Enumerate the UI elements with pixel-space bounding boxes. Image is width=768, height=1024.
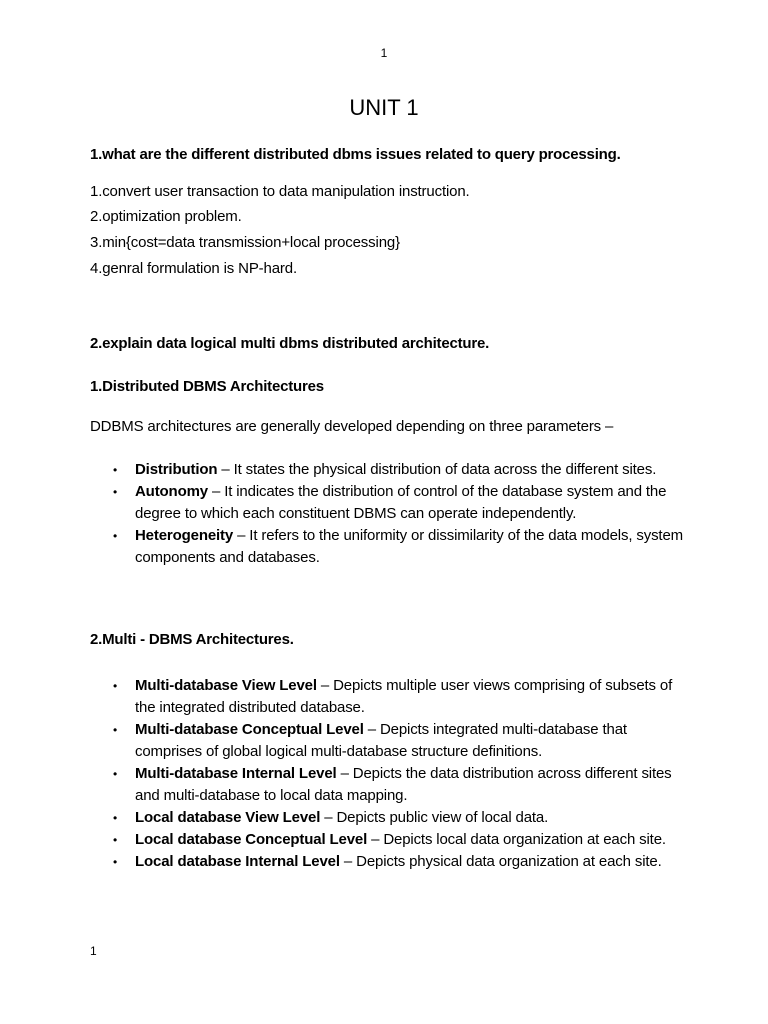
bullet-text: – Depicts public view of local data. — [320, 809, 549, 826]
bullet-text: – It states the physical distribution of data across the different sites. — [217, 461, 657, 478]
bullet-text: – It refers to the uniformity or dissimilarity of the data models, system components and databases. — [135, 527, 683, 566]
bullet-term: Heterogeneity — [135, 527, 234, 544]
question-1-heading: 1.what are the different distributed dbms issues related to query processing. — [90, 146, 621, 163]
bullet-term: Local database Conceptual Level — [135, 831, 368, 848]
question-2-heading: 2.explain data logical multi dbms distributed architecture. — [90, 335, 490, 352]
section-2-heading: 2.Multi - DBMS Architectures. — [90, 631, 294, 648]
bullet-term: Multi-database View Level — [135, 677, 317, 694]
bullet-icon: • — [113, 855, 118, 869]
header-page-number: 1 — [380, 46, 388, 60]
list-item — [113, 829, 693, 851]
bullet-icon: • — [113, 679, 118, 693]
list-item — [113, 459, 693, 481]
bullet-term: Local database Internal Level — [135, 853, 340, 870]
bullet-term: Multi-database Internal Level — [135, 765, 337, 782]
bullet-term: Local database View Level — [135, 809, 321, 826]
list-item — [113, 719, 693, 763]
section-1-bullet-list — [113, 459, 693, 569]
page-title: UNIT 1 — [349, 95, 419, 120]
section-2-bullet-list — [113, 675, 693, 873]
section-1-heading: 1.Distributed DBMS Architectures — [90, 378, 324, 395]
bullet-icon: • — [113, 463, 118, 477]
bullet-text: – Depicts integrated multi-database that comprises of global logical multi-database structure definitions. — [135, 721, 627, 760]
answer-line-4: 4.genral formulation is NP-hard. — [90, 260, 297, 277]
list-item — [113, 763, 693, 807]
answer-line-3: 3.min{cost=data transmission+local processing} — [90, 234, 400, 251]
list-item — [113, 525, 693, 569]
bullet-text: – Depicts the data distribution across different sites and multi-database to local data mapping. — [135, 765, 672, 804]
footer-page-number: 1 — [90, 944, 97, 958]
bullet-term: Autonomy — [135, 483, 208, 500]
bullet-icon: • — [113, 723, 118, 737]
bullet-icon: • — [113, 833, 118, 847]
list-item — [113, 851, 693, 873]
list-item — [113, 807, 693, 829]
answer-line-2: 2.optimization problem. — [90, 208, 242, 225]
bullet-text: – It indicates the distribution of control of the database system and the degree to which each constituent DBMS can operate independently. — [135, 483, 667, 522]
list-item — [113, 675, 693, 719]
bullet-text: – Depicts multiple user views comprising of subsets of the integrated distributed database. — [135, 677, 673, 716]
bullet-term: Multi-database Conceptual Level — [135, 721, 364, 738]
section-1-intro: DDBMS architectures are generally developed depending on three parameters – — [90, 418, 614, 435]
bullet-text: – Depicts physical data organization at each site. — [339, 853, 662, 870]
answer-line-1: 1.convert user transaction to data manipulation instruction. — [90, 183, 470, 200]
bullet-text: – Depicts local data organization at each site. — [367, 831, 666, 848]
bullet-icon: • — [113, 529, 118, 543]
bullet-icon: • — [113, 485, 118, 499]
bullet-term: Distribution — [135, 461, 218, 478]
list-item — [113, 481, 693, 525]
bullet-icon: • — [113, 767, 118, 781]
bullet-icon: • — [113, 811, 118, 825]
